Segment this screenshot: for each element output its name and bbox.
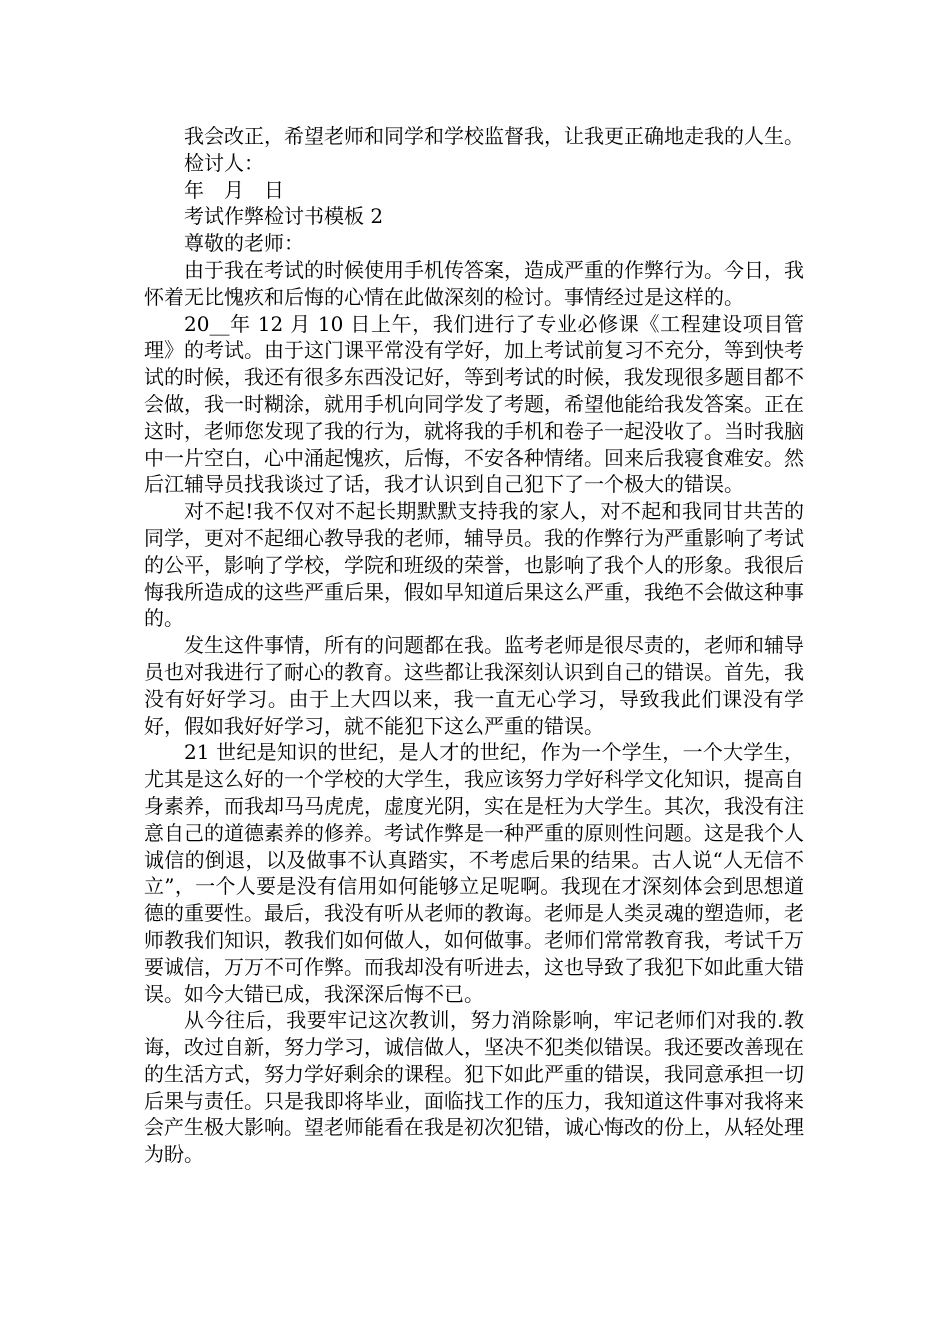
document-title: 考试作弊检讨书模板 2 bbox=[184, 204, 384, 229]
paragraph-reflection: 21 世纪是知识的世纪，是人才的世纪，作为一个学生，一个大学生，尤其是这么好的一个学校的大学生，我应该努力学好科学文化知识，提高自身素养，而我却马马虎虎，虚度光阴，实在是枉为大学生。其次，我没有注意自己的道德素养的修养。考试作弊是一种严重的原则性问题。这是我个人诚信的倒退，以及做事不认真踏实，不考虑后果的结果。古人说“人无信不立”，一个人要是没有信用如何能够立足呢啊。我现在才深刻体会到思想道德的重要性。最后，我没有听从老师的教诲。老师是人类灵魂的塑造师，老师教我们知识，教我们如何做人，如何做事。老师们常常教育我，考试千万要诚信，万万不可作弊。而我却没有听进去，这也导致了我犯下如此重大错误。如今大错已成，我深深后悔不已。 bbox=[144, 740, 804, 1006]
paragraph-intro: 由于我在考试的时候使用手机传答案，造成严重的作弊行为。今日，我怀着无比愧疚和后悔的心情在此做深刻的检讨。事情经过是这样的。 bbox=[144, 257, 804, 309]
paragraph-responsibility: 发生这件事情，所有的问题都在我。监考老师是很尽责的，老师和辅导员也对我进行了耐心的教育。这些都让我深刻认识到自己的错误。首先，我没有好好学习。由于上大四以来，我一直无心学习，导致我此们课没有学好，假如我好好学习，就不能犯下这么严重的错误。 bbox=[144, 633, 804, 738]
salutation: 尊敬的老师： bbox=[184, 231, 304, 256]
paragraph-incident: 20__年 12 月 10 日上午，我们进行了专业必修课《工程建设项目管理》的考试。由于这门课平常没有学好，加上考试前复习不充分，等到快考试的时候，我还有很多东西没记好，等到考试的时候，我发现很多题目都不会做，我一时糊涂，就用手机向同学发了考题，希望他能给我发答案。正在这时，老师您发现了我的行为，就将我的手机和卷子一起没收了。当时我脑中一片空白，心中涌起愧疚，后悔，不安各种情绪。回来后我寝食难安。然后江辅导员找我谈过了话，我才认识到自己犯下了一个极大的错误。 bbox=[144, 311, 804, 497]
paragraph-closing-promise: 我会改正，希望老师和同学和学校监督我，让我更正确地走我的人生。 bbox=[184, 124, 804, 148]
document-body bbox=[144, 123, 804, 1168]
paragraph-resolution: 从今往后，我要牢记这次教训，努力消除影响，牢记老师们对我的.教诲，改过自新，努力学习，诚信做人，坚决不犯类似错误。我还要改善现在的生活方式，努力学好剩余的课程。犯下如此严重的错误，我同意承担一切后果与责任。只是我即将毕业，面临找工作的压力，我知道这件事对我将来会产生极大影响。望老师能看在我是初次犯错，诚心悔改的份上，从轻处理为盼。 bbox=[144, 1008, 804, 1167]
signature-line: 检讨人： bbox=[184, 150, 264, 175]
paragraph-apology: 对不起!我不仅对不起长期默默支持我的家人，对不起和我同甘共苦的同学，更对不起细心教导我的老师，辅导员。我的作弊行为严重影响了考试的公平，影响了学校，学院和班级的荣誉，也影响了我个人的形象。我很后悔我所造成的这些严重后果，假如早知道后果这么严重，我绝不会做这种事的。 bbox=[144, 499, 804, 631]
date-line: 年 月 日 bbox=[184, 177, 284, 202]
